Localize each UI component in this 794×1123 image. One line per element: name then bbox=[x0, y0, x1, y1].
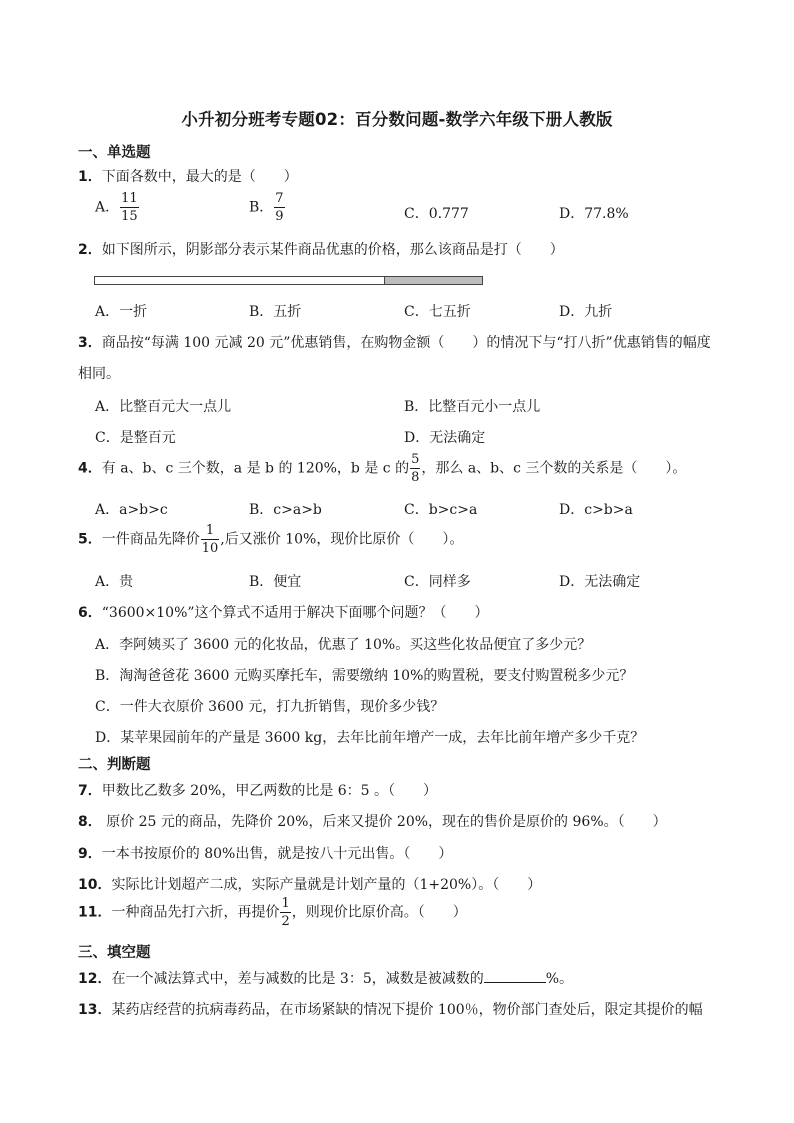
fraction-bar bbox=[274, 207, 284, 208]
question-text: “3600×10%”这个算式不适用于解决下面哪个问题？（ ） bbox=[101, 605, 489, 621]
fraction bbox=[120, 192, 139, 223]
question-number: 7． bbox=[78, 783, 102, 799]
question-text: 实际比计划超产二成，实际产量就是计划产量的（1+20%）。（ ） bbox=[111, 877, 542, 893]
q4-option-c: C．b>c>a bbox=[404, 502, 478, 518]
q6-option-a: A．李阿姨买了 3600 元的化妆品，优惠了 10%。买这些化妆品便宜了多少元？ bbox=[95, 637, 592, 653]
option-label: A． bbox=[95, 199, 120, 216]
fraction-bar bbox=[201, 539, 220, 540]
question-number: 5． bbox=[78, 531, 102, 548]
numerator: 11 bbox=[121, 191, 138, 206]
question-text: 下面各数中，最大的是（ ） bbox=[101, 169, 298, 185]
q3-option-c: C．是整百元 bbox=[95, 430, 176, 446]
section-heading-single-choice: 一、单选题 bbox=[78, 145, 151, 161]
q4-option-a: A．a>b>c bbox=[95, 502, 168, 518]
question-text: 一件商品先降价 bbox=[101, 531, 200, 548]
shaded-portion bbox=[384, 277, 482, 284]
question-10 bbox=[78, 874, 541, 894]
question-number: 10． bbox=[78, 877, 112, 893]
question-text: 在一个减法算式中，差与减数的比是 3：5，减数是被减数的 bbox=[111, 971, 484, 987]
question-1 bbox=[78, 166, 298, 186]
question-number: 8． bbox=[78, 814, 102, 830]
numerator: 5 bbox=[411, 452, 420, 467]
question-text: 一种商品先打六折，再提价 bbox=[111, 904, 280, 921]
section-heading-fill-blank: 三、填空题 bbox=[78, 945, 151, 961]
question-11 bbox=[78, 897, 467, 928]
question-12 bbox=[78, 968, 573, 988]
question-number: 1． bbox=[78, 169, 102, 185]
question-text: 某药店经营的抗病毒药品，在市场紧缺的情况下提价 100％，物价部门查处后，限定其提价的幅 bbox=[111, 1002, 703, 1018]
question-text: 有 a、b、c 三个数，a 是 b 的 120%，b 是 c 的 bbox=[101, 460, 410, 477]
question-number: 11． bbox=[78, 904, 112, 921]
q5-option-a: A．贵 bbox=[95, 574, 134, 590]
q6-option-b: B．淘淘爸爸花 3600 元购买摩托车，需要缴纳 10%的购置税，要支付购置税多少元？ bbox=[95, 668, 634, 684]
denominator: 9 bbox=[275, 209, 284, 224]
question-3-continued: 相同。 bbox=[78, 366, 120, 382]
question-text: 一本书按原价的 80%出售，就是按八十元出售。（ ） bbox=[101, 846, 453, 862]
q6-option-d: D．某苹果园前年的产量是 3600 kg，去年比前年增产一成，去年比前年增产多少千克？ bbox=[95, 730, 645, 746]
question-text-tail: ，则现价比原价高。（ ） bbox=[291, 904, 467, 921]
question-9 bbox=[78, 843, 452, 863]
question-5 bbox=[78, 524, 463, 555]
question-text: 原价 25 元的商品，先降价 20%，后来又提价 20%，现在的售价是原价的 96%。（ ） bbox=[101, 814, 667, 830]
denominator: 2 bbox=[281, 914, 290, 929]
question-number: 13． bbox=[78, 1002, 112, 1018]
question-text-tail: %。 bbox=[545, 971, 574, 987]
q3-option-a: A．比整百元大一点儿 bbox=[95, 399, 232, 415]
q4-option-d: D．c>b>a bbox=[559, 502, 633, 518]
option-label: B． bbox=[249, 199, 274, 216]
discount-diagram-bar bbox=[94, 276, 483, 285]
question-text: 如下图所示，阴影部分表示某件商品优惠的价格，那么该商品是打（ ） bbox=[101, 242, 564, 258]
q2-option-c: C．七五折 bbox=[404, 304, 471, 320]
question-3 bbox=[78, 332, 711, 352]
fraction bbox=[201, 524, 220, 555]
section-heading-true-false: 二、判断题 bbox=[78, 757, 151, 773]
question-text: 甲数比乙数多 20%，甲乙两数的比是 6：5 。（ ） bbox=[101, 783, 438, 799]
question-2 bbox=[78, 239, 564, 259]
question-13 bbox=[78, 999, 703, 1019]
answer-blank[interactable] bbox=[484, 970, 546, 983]
question-7 bbox=[78, 780, 437, 800]
question-number: 4． bbox=[78, 460, 102, 477]
q1-option-c: C．0.777 bbox=[404, 206, 469, 222]
fraction-bar bbox=[280, 912, 290, 913]
question-4 bbox=[78, 453, 686, 484]
question-8 bbox=[78, 811, 667, 831]
q5-option-b: B．便宜 bbox=[249, 574, 302, 590]
question-number: 2． bbox=[78, 242, 102, 258]
fraction bbox=[280, 897, 290, 928]
fraction bbox=[274, 192, 284, 223]
denominator: 15 bbox=[121, 209, 138, 224]
fraction-bar bbox=[410, 468, 420, 469]
q4-option-b: B．c>a>b bbox=[249, 502, 322, 518]
question-number: 3． bbox=[78, 335, 102, 351]
page-title: 小升初分班考专题02：百分数问题-数学六年级下册人教版 bbox=[181, 110, 613, 129]
question-number: 6． bbox=[78, 605, 102, 621]
numerator: 1 bbox=[205, 523, 215, 538]
q3-option-b: B．比整百元小一点儿 bbox=[404, 399, 541, 415]
q5-option-c: C．同样多 bbox=[404, 574, 471, 590]
numerator: 7 bbox=[275, 191, 284, 206]
q2-option-d: D．九折 bbox=[559, 304, 613, 320]
q5-option-d: D．无法确定 bbox=[559, 574, 641, 590]
question-6 bbox=[78, 602, 489, 622]
q1-option-b bbox=[249, 192, 286, 223]
q1-option-d: D．77.8% bbox=[559, 206, 629, 222]
fraction bbox=[410, 453, 420, 484]
q1-option-a bbox=[95, 192, 140, 223]
numerator: 1 bbox=[281, 896, 290, 911]
q2-option-b: B．五折 bbox=[249, 304, 302, 320]
fraction-bar bbox=[120, 207, 139, 208]
question-text-tail: ,后又涨价 10%，现价比原价（ ）。 bbox=[220, 531, 464, 548]
question-text-tail: ，那么 a、b、c 三个数的关系是（ ）。 bbox=[421, 460, 687, 477]
question-text: 商品按“每满 100 元减 20 元”优惠销售，在购物金额（ ）的情况下与“打八折”优惠销售的幅度 bbox=[101, 335, 711, 351]
denominator: 8 bbox=[411, 470, 420, 485]
question-number: 9． bbox=[78, 846, 102, 862]
q6-option-c: C．一件大衣原价 3600 元，打九折销售，现价多少钱？ bbox=[95, 699, 445, 715]
q3-option-d: D．无法确定 bbox=[404, 430, 486, 446]
question-number: 12． bbox=[78, 971, 112, 987]
denominator: 10 bbox=[201, 541, 219, 556]
q2-option-a: A．一折 bbox=[95, 304, 148, 320]
